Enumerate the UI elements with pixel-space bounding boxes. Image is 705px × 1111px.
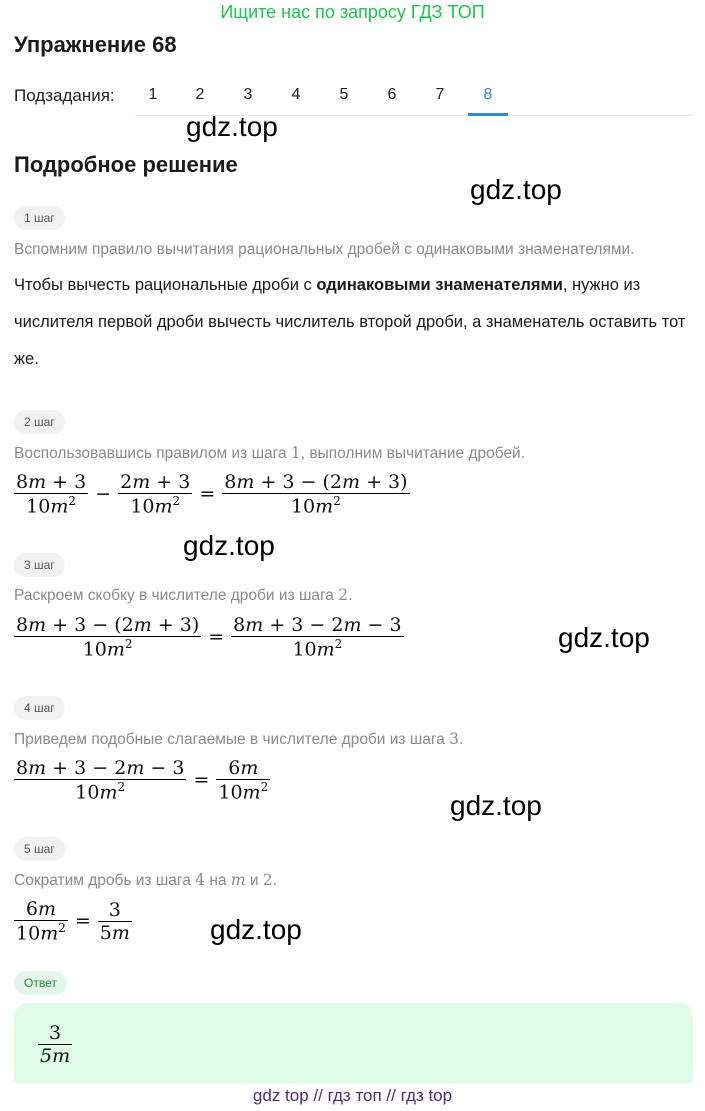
step-hint: Приведем подобные слагаемые в числителе дроби из шага 3. [14,730,464,748]
step-badge: 2 шаг [14,410,65,434]
subtask-tab-1[interactable]: 1 [148,86,158,103]
step-hint: Воспользовавшись правилом из шага 1, выполним вычитание дробей. [14,444,526,462]
section-title: Подробное решение [14,152,238,177]
step-hint: Раскроем скобку в числителе дроби из шага 2. [14,586,353,604]
step-badge: 3 шаг [14,553,65,577]
watermark: gdz.top [183,530,275,561]
active-tab-indicator [468,113,508,116]
watermark: gdz.top [470,174,562,205]
subtask-tab-3[interactable]: 3 [243,86,253,103]
subtasks-label: Подзадания: [14,86,115,105]
step-hint: Вспомним правило вычитания рациональных дробей с одинаковыми знаменателями. [14,241,635,258]
answer-box [14,1003,693,1083]
step-rule-text: Чтобы вычесть рациональные дроби с одинаковыми знаменателями, нужно из числителя первой дроби вычесть числитель второй дроби, а знаменатель оставить тот же. [14,276,686,368]
promo-banner[interactable]: Ищите нас по запросу ГДЗ ТОП [220,2,485,22]
step-badge: 1 шаг [14,206,65,230]
subtask-tab-2[interactable]: 2 [195,86,205,103]
subtask-tab-5[interactable]: 5 [339,86,349,103]
step-badge: 5 шаг [14,837,65,861]
answer-badge: Ответ [14,971,67,995]
step-badge: 4 шаг [14,696,65,720]
watermark: gdz.top [210,914,302,945]
watermark: gdz.top [186,111,278,142]
step-formula: $\frac{8m + 3 - (2m + 3)}{10m^2}$ = $\frac{8m + 3 - 2m - 3}{10m^2}$ [16,614,402,661]
subtask-tab-6[interactable]: 6 [387,86,397,103]
step-formula: $\frac{8m + 3}{10m^2}$ − $\frac{2m + 3}{10m^2}$ = $\frac{8m + 3 - (2m + 3)}{10m^2}$ [16,471,408,518]
subtask-tab-4[interactable]: 4 [291,86,301,103]
watermark: gdz.top [450,790,542,821]
watermark: gdz.top [558,622,650,653]
footer-links[interactable]: gdz top // гдз топ // гдз top [252,1086,453,1105]
subtask-tab-8[interactable]: 8 [483,86,493,103]
subtask-tab-7[interactable]: 7 [435,86,445,103]
step-hint: Сократим дробь из шага 4 на m и 2. [14,871,277,889]
step-formula: $\frac{8m + 3 - 2m - 3}{10m^2}$ = $\frac{6m}{10m^2}$ [16,757,269,804]
page-title: Упражнение 68 [14,32,177,57]
step-formula: $\frac{6m}{10m^2}$ = $\frac{3}{5m}$ [16,898,130,945]
answer-formula: $\frac{3}{5m}$ [40,1022,71,1067]
